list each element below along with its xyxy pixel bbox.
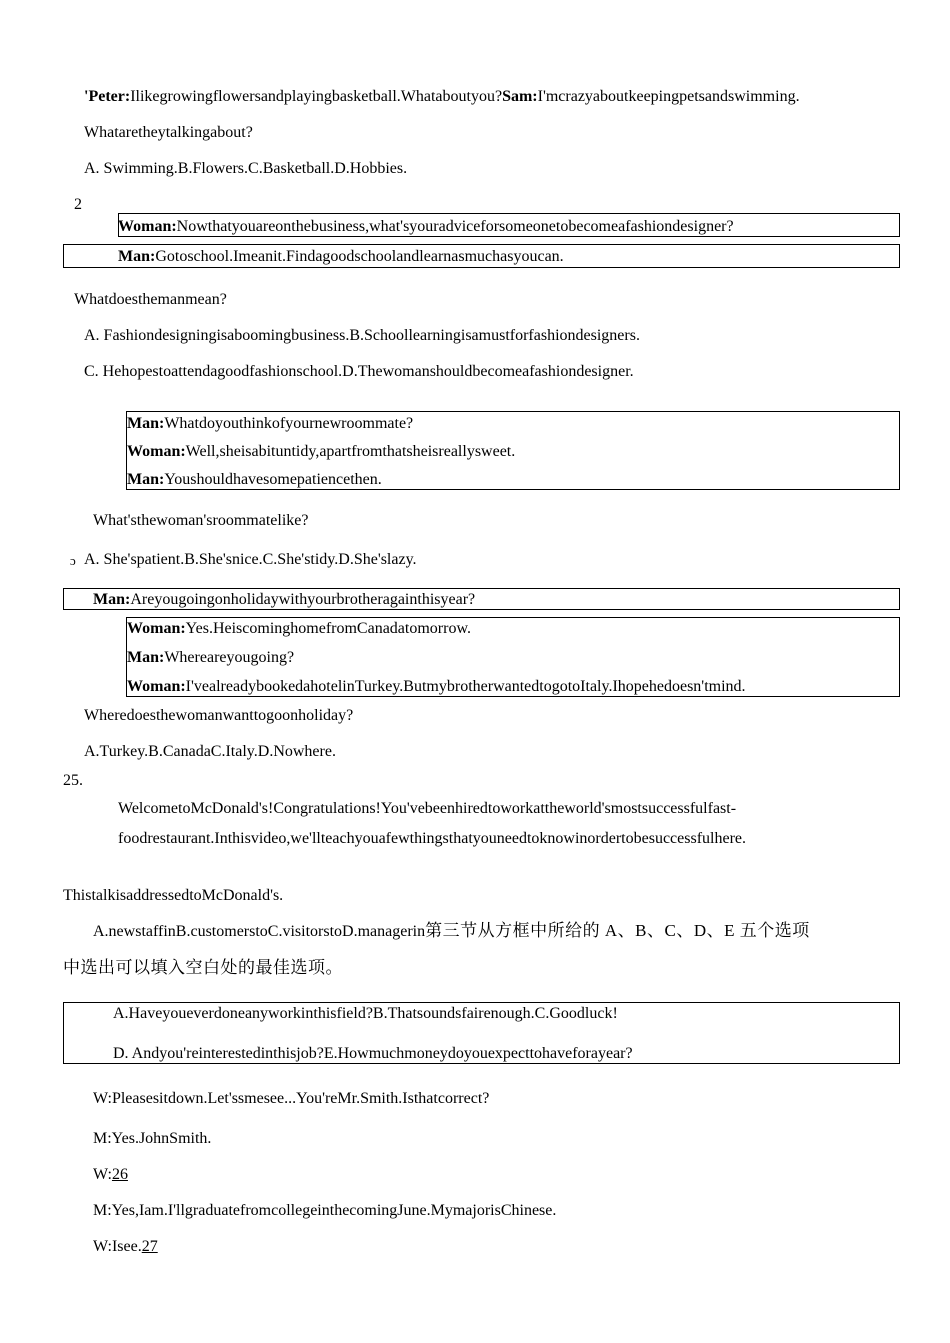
dialogue-line5 [93,1237,158,1257]
q1-question: Whataretheytalkingabout? [84,124,253,141]
q2-options-cd: C. Hehopestoattendagoodfashionschool.D.Thewomanshouldbecomeafashiondesigner. [84,363,634,380]
dialogue-text: Well,sheisabituntidy,apartfromthatsheisreallysweet. [185,443,516,460]
q4-line2 [127,619,471,639]
q25-passage-line1: WelcometoMcDonald's!Congratulations!You'vebeenhiredtoworkattheworld'smostsuccessfulfast- [118,800,737,817]
dialogue-text: Whereareyougoing? [164,649,295,666]
q4-line3 [127,648,294,668]
dialogue-line2: M:Yes.JohnSmith. [93,1130,212,1147]
choices-line1: A.Haveyoueverdoneanyworkinthisfield?B.Thatsoundsfairenough.C.Goodluck! [113,1005,618,1022]
dialogue-line3 [93,1165,128,1185]
speaker-label: Woman: [118,218,177,235]
q4-question: Wheredoesthewomanwanttogoonholiday? [84,707,354,724]
speaker-label: Man: [127,415,165,432]
section-instruction: 第三节从方框中所给的 A、B、C、D、E 五个选项 [425,921,810,940]
speaker-label: Man: [118,248,156,265]
q3-mark: ɔ [70,553,76,568]
speaker-label: Sam: [502,88,538,105]
q2-question: Whatdoesthemanmean? [74,291,227,308]
q4-options: A.Turkey.B.CanadaC.Italy.D.Nowhere. [84,743,336,760]
dialogue-text: Yes.HeiscominghomefromCanadatomorrow. [185,620,471,637]
blank-26: 26 [111,1166,128,1183]
speaker-label: Man: [127,471,165,488]
q1-options: A. Swimming.B.Flowers.C.Basketball.D.Hobbies. [84,160,408,177]
speaker-prefix: W: [93,1166,112,1183]
q25-number: 25. [63,772,83,789]
speaker-label: Woman: [127,620,186,637]
q2-options-ab: A. Fashiondesigningisaboomingbusiness.B.Schoollearningisamustforfashiondesigners. [84,327,640,344]
q4-line1 [93,590,475,610]
dialogue-text: I'mcrazyaboutkeepingpetsandswimming. [537,88,800,105]
dialogue-text: Nowthatyouareonthebusiness,what'syouradviceforsomeonetobecomeafashiondesigner? [176,218,734,235]
q25-passage-line2: foodrestaurant.Inthisvideo,we'llteachyouafewthingsthatyouneedtoknowinordertobesuccessfulhere. [118,830,747,847]
q2-line2 [118,247,564,267]
q3-options: A. She'spatient.B.She'snice.C.She'stidy.D.She'slazy. [84,551,417,568]
blank-27: 27 [141,1238,158,1255]
speaker-prefix: W:Isee. [93,1238,142,1255]
dialogue-text: Youshouldhavesomepatiencethen. [164,471,382,488]
q3-line1 [127,414,413,434]
speaker-label: Woman: [127,443,186,460]
q1-dialogue [84,87,800,107]
section-instruction-cont: 中选出可以填入空白处的最佳选项。 [63,958,343,977]
dialogue-line4: M:Yes,Iam.I'llgraduatefromcollegeinthecomingJune.MymajorisChinese. [93,1202,557,1219]
q3-line3 [127,470,382,490]
speaker-label: Woman: [127,678,186,695]
dialogue-text: Whatdoyouthinkofyournewroommate? [164,415,414,432]
dialogue-text: Gotoschool.Imeanit.Findagoodschoolandlearnasmuchasyoucan. [155,248,564,265]
dialogue-line1: W:Pleasesitdown.Let'ssmesee...You'reMr.Smith.Isthatcorrect? [93,1090,490,1107]
q2-number: 2 [74,196,82,213]
choices-line2: D. Andyou'reinterestedinthisjob?E.Howmuchmoneydoyouexpecttohaveforayear? [113,1045,633,1062]
q3-line2 [127,442,515,462]
dialogue-text: Ilikegrowingflowersandplayingbasketball.Whataboutyou? [130,88,503,105]
q2-line1 [118,217,734,237]
q25-options-and-instruction [93,921,810,942]
q4-line4 [127,677,746,697]
dialogue-text: I'vealreadybookedahotelinTurkey.ButmybrotherwantedtogotoItaly.Ihopehedoesn'tmind. [185,678,746,695]
speaker-label: Man: [127,649,165,666]
q25-options: A.newstaffinB.customerstoC.visitorstoD.managerin [93,923,426,940]
speaker-label: Man: [93,591,131,608]
dialogue-text: Areyougoingonholidaywithyourbrotheragainthisyear? [130,591,476,608]
q3-question: What'sthewoman'sroommatelike? [93,512,309,529]
q25-statement: ThistalkisaddressedtoMcDonald's. [63,887,284,904]
speaker-label: 'Peter: [84,88,131,105]
